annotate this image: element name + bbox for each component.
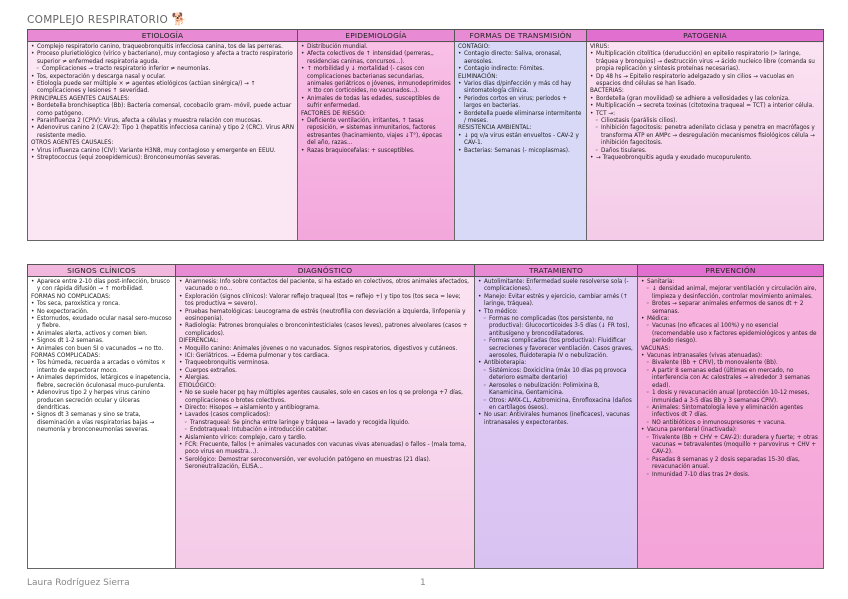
list-item: ◦ Trivalente (Bb + CHV + CAV-2): duradera y fuerte; + otras vacunas = tetravalentes (moquillo + parvovirus + CHV + CAV-2). <box>641 435 820 457</box>
bullet-list <box>179 279 471 472</box>
cell-prevencion <box>638 277 824 569</box>
bullet-list <box>641 279 820 479</box>
cell-tratamiento <box>475 277 638 569</box>
page-number: 1 <box>420 578 426 588</box>
list-item: ◦ Inmunidad 7-10 días tras 2ª dosis. <box>641 472 820 479</box>
list-item: • Deficiente ventilación, irritantes, ↑ tasas reposición, ≠ sistemas inmunitarios, factores estresantes (hacinamiento, viajes ↓T°), épocas del año, razas... <box>301 118 451 148</box>
dog-icon: 🐕 <box>171 12 187 26</box>
list-item: ◦ Animales: Sintomatología leve y eliminación agentes infectivos dt 7 días. <box>641 405 820 420</box>
list-item: • Varios días d/pinfección y más cd hay sintomatología clínica. <box>458 81 583 96</box>
list-item: • Moquillo canino: Animales jóvenes o no vacunados. Signos respiratorios, digestivos y cutáneos. <box>179 346 471 353</box>
bullet-list <box>478 279 634 427</box>
list-item: ◦ Inhibición fagocitosis: penetra adenilato ciclasa y penetra en macrófagos y transforma ATP en AMPc → desregulación mecanismos fisiológicos célula → inhibición fagocitosis. <box>590 125 820 147</box>
list-item: • Razas braquiocefalas: + susceptibles. <box>301 148 451 155</box>
list-item: • ICI: Geriátricos. → Edema pulmonar y tos cardiaca. <box>179 353 471 360</box>
list-item: ◦ Complicaciones → tracto respiratorio inferior ≠ neumonías. <box>31 66 294 73</box>
list-item: • No usar: Antivirales humanos (ineficaces), vacunas intranasales y expectorantes. <box>478 412 634 427</box>
list-item: • Directo: Hisopos → aislamiento y antibiograma. <box>179 405 471 412</box>
list-item: ◦ Otros: AMX-CL, Azitromicina, Enrofloxacina (daños en cartílagos óseos). <box>478 398 634 413</box>
list-item: • Complejo respiratorio canino, traqueobronquitis infecciosa canina, tos de las perreras. <box>31 44 294 51</box>
list-item: • Proceso plurietiológico (vírico y bacteriano), muy contagioso y afecta a tracto respiratorio superior ≠ enfermedad respiratoria aguda. <box>31 51 294 66</box>
list-item: ◦ Sistémicos: Doxiciclina (máx 10 días pq provoca deterioro esmalte dentario) <box>478 368 634 383</box>
list-item: • Bordetella bronchiseptica (Bb): Bacteria comensal, cocobacilo gram- móvil, puede actuar como patógeno. <box>31 103 294 118</box>
list-item: • ↑ morbilidad y ↓ mortalidad (- casos con complicaciones bacterianas secundarias, animales geriátricos o jóvenes, inmunodeprimidos × tto con corticoides, no vacunados...). <box>301 66 451 96</box>
bullet-list <box>590 44 820 163</box>
footer-author: Laura Rodríguez Sierra <box>27 578 130 588</box>
list-item: • → Traqueobronquitis aguda y exudado mucopurulento. <box>590 155 820 162</box>
cell-transmision <box>455 42 587 241</box>
list-item: • ↓ pq v/a virus están envueltos - CAV-2 y CAV-1. <box>458 133 583 148</box>
list-item: • Tto médico: <box>478 309 634 316</box>
list-item: • Alergias. <box>179 375 471 382</box>
list-item: ◦ Transtraqueal: Se pincha entre laringe y tráquea → lavado y recogida líquido. <box>179 420 471 427</box>
list-item: • Tos húmeda, recuerda a arcadas o vómitos × intento de expectorar moco. <box>31 360 172 375</box>
list-item: • Tos seca, paroxística y ronca. <box>31 301 172 308</box>
section-heading: FACTORES DE RIESGO: <box>301 110 366 117</box>
list-item: • Aparece entre 2-10 días post-infección, brusco y con rápida difusión → ↑ morbilidad. <box>31 279 172 294</box>
bullet-list <box>458 44 583 155</box>
list-item: • Multiplicación citolítica (deruducción) en epitelio respiratorio (> laringe, tráquea y bronquios) → destrucción virus → ácido nucleico libre (comanda su propia replicación y síntesis proteínas necesarias). <box>590 51 820 73</box>
section-heading: VIRUS: <box>590 44 610 50</box>
list-item: • Médica: <box>641 316 820 323</box>
list-item: • Adenovirus canino 2 (CAV-2): Tipo 1 (hepatitis infecciosa canina) y tipo 2 (CRC). Virus ARN resistente medio. <box>31 125 294 140</box>
cell-etiologia <box>28 42 298 241</box>
table-etiologia-patogenia <box>27 29 824 241</box>
list-item: ◦ A partir 8 semanas edad (últimas en mercado, no interferencia con Ac calostrales → alrededor 3 semanas edad). <box>641 368 820 390</box>
list-item: ◦ Formas complicadas (tos productiva): Fluidificar secreciones y favorecer ventilación. Casos graves, aerosoles, fluidoterapia IV o nebulización. <box>478 338 634 360</box>
list-item: • Afecta colectivos de ↑ intensidad (perreras,, residencias caninas, concursos...). <box>301 51 451 66</box>
list-item: ◦ ↓ densidad animal, mejorar ventilación y circulación aire, limpieza y desinfección, controlar movimiento animales. <box>641 286 820 301</box>
bullet-list <box>31 279 172 435</box>
list-item: • Exploración (signos clínicos): Valorar reflejo traqueal (tos = reflejo +) y tipo tos (tos seca = leve; tos productiva = severo). <box>179 294 471 309</box>
header-etiologia: ETIOLOGÍA <box>28 30 298 42</box>
list-item: • Tos, expectoración y descarga nasal y ocular. <box>31 74 294 81</box>
cell-patogenia <box>587 42 824 241</box>
list-item: ◦ Pasadas 8 semanas y 2 dosis separadas 15-30 días, revacunación anual. <box>641 457 820 472</box>
section-heading: OTROS AGENTES CAUSALES: <box>31 140 114 147</box>
section-heading: DIFERENCIAL: <box>179 338 219 345</box>
list-item: ◦ NO antibióticos o inmunosupresores + vacuna. <box>641 420 820 427</box>
list-item: • Multiplicación → secreta toxinas (citotoxina traqueal = TCT) a interior célula. <box>590 103 820 110</box>
list-item: • Manejo: Evitar estrés y ejercicio, cambiar arnés (↑ laringe, tráquea). <box>478 294 634 309</box>
section-heading: VACUNAS: <box>641 345 671 352</box>
list-item: • Distribución mundial. <box>301 44 451 51</box>
cell-diagnostico <box>176 277 475 569</box>
section-heading: PRINCIPALES AGENTES CAUSALES: <box>31 95 130 102</box>
list-item: ◦ Daños tisulares. <box>590 148 820 155</box>
list-item: ◦ Endotraqueal: Intubación e introducción catéter. <box>179 427 471 434</box>
list-item: • FCR: Frecuente, fallos (+ animales vacunados con vacunas vivas atenuadas) o fallos - (mala toma, poco virus en muestra...). <box>179 442 471 457</box>
list-item: • Autolimitante: Enfermedad suele resolverse sola (- complicaciones). <box>478 279 634 294</box>
section-heading: ELIMINACIÓN: <box>458 73 498 80</box>
header-transmision: FORMAS DE TRANSMISIÓN <box>455 30 587 42</box>
list-item: • Anamnesis: Info sobre contactos del paciente, si ha estado en colectivos, otros animales afectados, vacunado o no... <box>179 279 471 294</box>
list-item: • Vacuna parenteral (inactivada): <box>641 427 820 434</box>
section-heading: ETIOLÓGICO: <box>179 382 217 389</box>
table-signos-prevencion <box>27 264 824 569</box>
list-item: • Bordetella (gran movilidad) se adhiere a vellosidades y las coloniza. <box>590 96 820 103</box>
list-item: • Bordetella puede eliminarse intermitente / meses. <box>458 111 583 126</box>
list-item: ◦ Formas no complicadas (tos persistente, no productiva): Glucocorticoides 3-5 días (↓ FR tos), antitusígeno y broncodilatadores. <box>478 316 634 338</box>
list-item: • Antibioterapia: <box>478 360 634 367</box>
list-item: • Vacunas intranasales (vivas atenuadas): <box>641 353 820 360</box>
header-epidemiologia: EPIDEMIOLOGÍA <box>298 30 455 42</box>
section-heading: RESISTENCIA AMBIENTAL: <box>458 125 532 132</box>
list-item: • TCT →: <box>590 111 820 118</box>
list-item: • Periodos cortos en virus; periodos + largos en bacterias. <box>458 96 583 111</box>
list-item: • Animales alerta, activos y comen bien. <box>31 331 172 338</box>
list-item: • Animales con buen SI o vacunados → no tto. <box>31 346 172 353</box>
list-item: • Dp 48 hs → Epitelio respiratorio adelgazado y sin cilios → vacuolas en espacios dnd células se han lisado. <box>590 74 820 89</box>
list-item: • No expectoración. <box>31 309 172 316</box>
list-item: ◦ Ciliostasis (parálisis cilios). <box>590 118 820 125</box>
list-item: ◦ Aerosoles o nebulización: Polimixina B, Kanamicina, Gentamicina. <box>478 383 634 398</box>
list-item: • Bacterias: Semanas (- micoplasmas). <box>458 148 583 155</box>
header-diagnostico: DIAGNÓSTICO <box>176 265 475 277</box>
list-item: ◦ Brotes → separar animales enfermos de sanos dt + 2 semanas. <box>641 301 820 316</box>
list-item: • Lavados (casos complicados): <box>179 412 471 419</box>
list-item: • Animales de todas las edades, susceptibles de sufrir enfermedad. <box>301 96 451 111</box>
list-item: • Cuerpos extraños. <box>179 368 471 375</box>
list-item: • Adenovirus tipo 2 y herpes virus canino producen secreción ocular y úlceras dendríticas. <box>31 390 172 412</box>
list-item: • Radiología: Patrones bronquiales o bronconintesticiales (casos leves), patrones alveolares (casos + complicados). <box>179 323 471 338</box>
cell-signos <box>28 277 176 569</box>
list-item: • Virus influenza canino (CIV): Variante H3N8, muy contagioso y emergente en EEUU. <box>31 148 294 155</box>
section-heading: BACTERIAS: <box>590 88 624 95</box>
header-prevencion: PREVENCIÓN <box>638 265 824 277</box>
list-item: • Aislamiento vírico: complejo, caro y tardío. <box>179 435 471 442</box>
page-title-text: COMPLEJO RESPIRATORIO <box>27 14 169 26</box>
list-item: • Contagio indirecto: Fómites. <box>458 66 583 73</box>
section-heading: CONTAGIO: <box>458 44 490 50</box>
header-signos: SIGNOS CLÍNICOS <box>28 265 176 277</box>
list-item: ◦ Vacunas (no eficaces al 100%) y no esencial (recomendable uso x factores epidemiológicos y antes de periodo riesgo). <box>641 323 820 345</box>
header-tratamiento: TRATAMIENTO <box>475 265 638 277</box>
list-item: ◦ 1 dosis y revacunación anual (protección 10-12 meses, inmunidad a 3-5 días Bb y 3 semanas CPiV). <box>641 390 820 405</box>
list-item: • Serológico: Demostrar seroconversión, ver evolución patógeno en muestras (21 días). Seroneutralización, ELISA... <box>179 457 471 472</box>
section-heading: FORMAS NO COMPLICADAS: <box>31 293 111 300</box>
list-item: • Signos dt 3 semanas y sino se trata, diseminación a vías respiratorias bajas → neumonía y bronconeumonías severas. <box>31 412 172 434</box>
cell-epidemiologia <box>298 42 455 241</box>
list-item: • Etiología puede ser múltiple × ≠ agentes etiológicos (actúan sinérgica/) → ↑ complicaciones y lesiones ↑ severidad. <box>31 81 294 96</box>
list-item: • Animales deprimidos, letárgicos e inapetencia, fiebre, secreción óculonasal muco-purulenta. <box>31 375 172 390</box>
list-item: • Pruebas hematológicas: Leucograma de estrés (neutrofilia con desviación a izquierda, linfopenia y eosinopenia). <box>179 309 471 324</box>
list-item: • Traqueobronquitis verminosa. <box>179 360 471 367</box>
bullet-list <box>31 44 294 163</box>
page-title <box>27 12 187 26</box>
bullet-list <box>301 44 451 155</box>
list-item: • Sanitaria: <box>641 279 820 286</box>
list-item: • Signos dt 1-2 semanas. <box>31 338 172 345</box>
header-patogenia: PATOGENIA <box>587 30 824 42</box>
section-heading: FORMAS COMPLICADAS: <box>31 353 101 360</box>
list-item: • Estornudos, exudado ocular nasal sero-mucoso y fiebre. <box>31 316 172 331</box>
list-item: • Parainfluenza 2 (CPIV): Virus, afecta a células y muestra relación con mucosas. <box>31 118 294 125</box>
list-item: • Streptococcus (equi zooepidemicus): Bronconeumonías severas. <box>31 155 294 162</box>
list-item: ◦ Bivalente (Bb + CPiV), tb monovalente (Bb). <box>641 360 820 367</box>
list-item: • No se suele hacer pq hay múltiples agentes causales, solo en casos en los q se prolonga +7 días, complicaciones o brotes colectivos. <box>179 390 471 405</box>
list-item: • Contagio directo: Saliva, oronasal, aerosoles. <box>458 51 583 66</box>
